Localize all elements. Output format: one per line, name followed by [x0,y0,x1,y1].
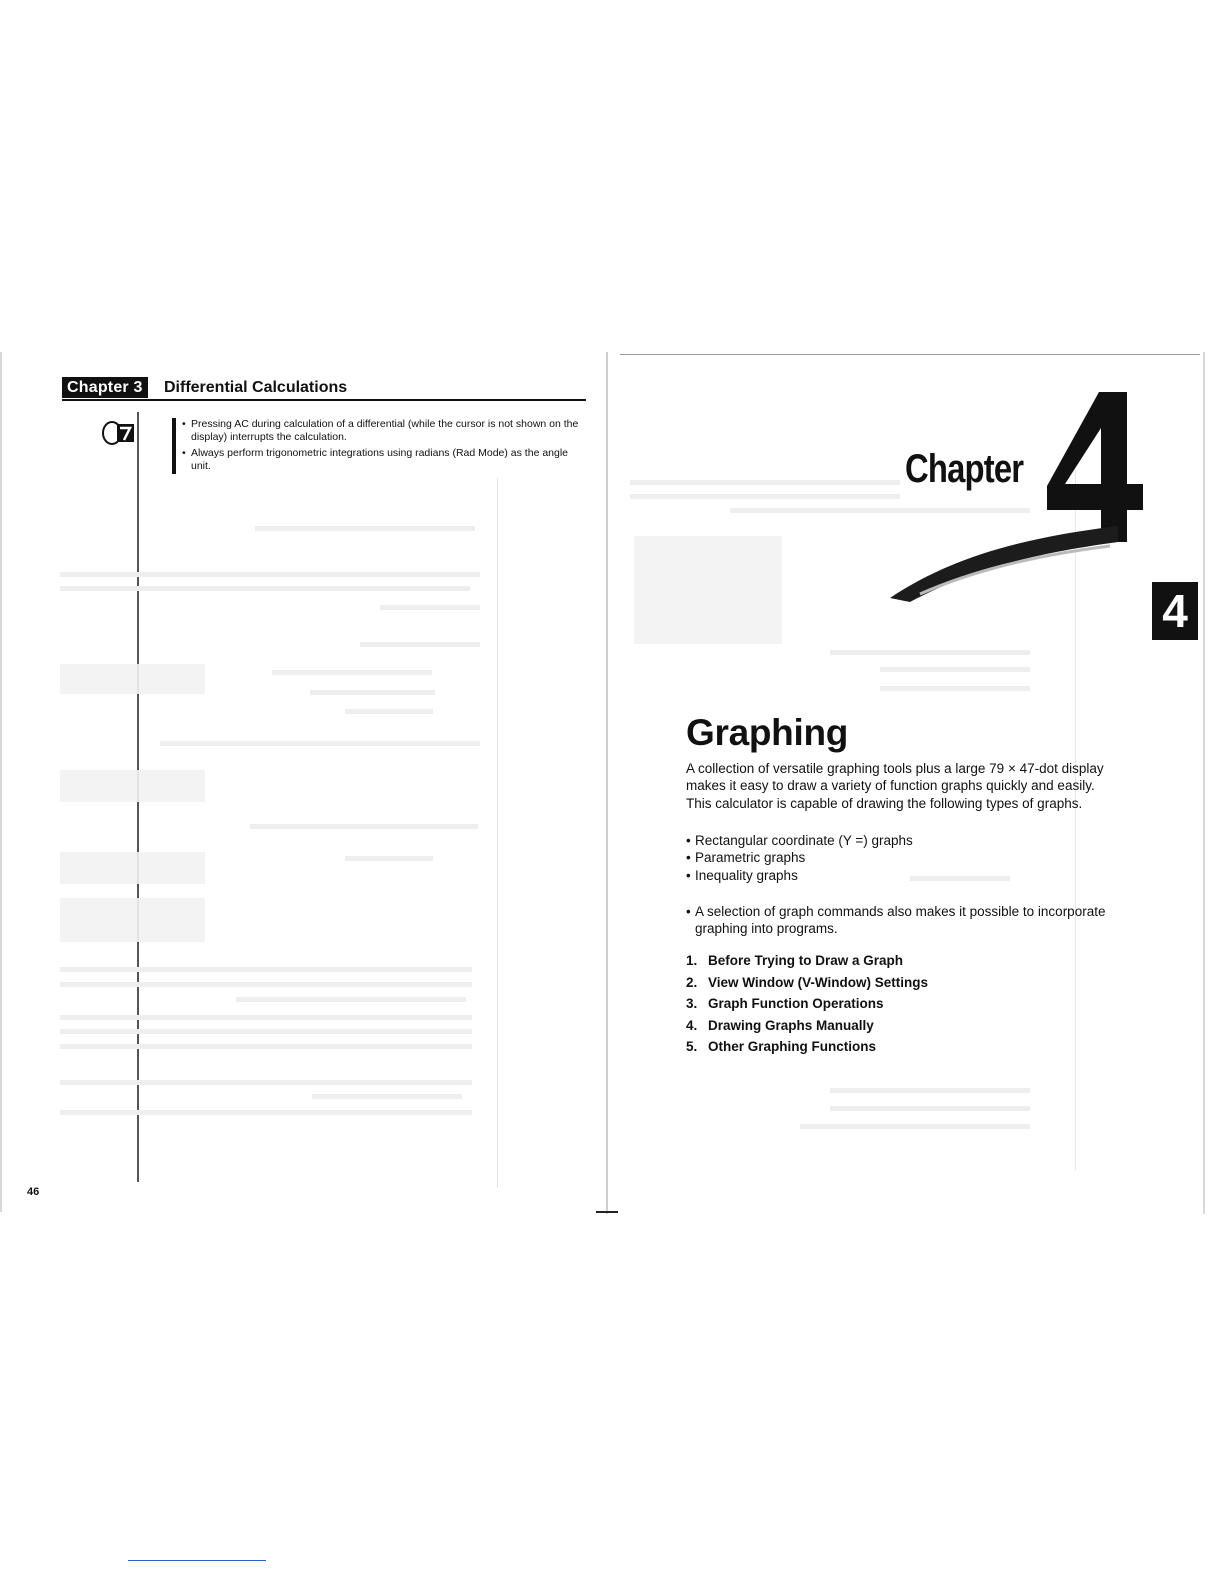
graph-types-list [686,832,1106,884]
show-through-text [60,1110,472,1115]
list-item: • Rectangular coordinate (Y =) graphs [686,832,1106,849]
show-through-keys [272,670,432,675]
toc-number: 5. [686,1039,698,1055]
footer-underline [128,1560,266,1561]
list-item: • A selection of graph commands also makes it possible to incorporate graphing into programs. [686,903,1106,938]
show-through-text [60,586,470,591]
page-number: 46 [27,1186,40,1198]
toc-label: Other Graphing Functions [708,1039,876,1055]
show-through-text [360,642,480,647]
show-through-text [236,997,466,1002]
show-through-keys [345,709,433,714]
toc-item[interactable] [686,972,928,994]
show-through-text [60,1015,472,1020]
show-through-text [250,824,478,829]
toc-number: 4. [686,1017,698,1033]
spine-bottom-mark [596,1211,618,1213]
show-through-text [60,1080,472,1085]
toc-number: 2. [686,974,698,990]
chapter-label: Chapter [905,447,1024,491]
show-through-screen [60,664,205,694]
show-through-text [630,480,900,485]
chapter-title: Differential Calculations [164,379,348,396]
show-through-text [60,1044,472,1049]
toc-label: Drawing Graphs Manually [708,1017,874,1033]
note-item: • Pressing AC during calculation of a differential (while the cursor is not shown on the display) interrupts the calculation. [182,418,590,443]
toc-item[interactable] [686,1036,928,1058]
toc-label: Graph Function Operations [708,996,884,1012]
show-through-text [60,967,472,972]
show-through-text [60,1029,472,1034]
toc-item[interactable] [686,1015,928,1037]
toc-item[interactable] [686,950,928,972]
show-through-text [830,1088,1030,1093]
show-through-keys [345,856,433,861]
extra-note [686,903,1106,938]
note-bar [172,418,176,474]
note-item: • Always perform trigonometric integrations using radians (Rad Mode) as the angle unit. [182,447,590,472]
book-spine [606,352,608,1214]
show-through-screen [60,898,205,942]
right-page-edge [1203,352,1205,1214]
note-icon [100,418,136,448]
show-through-screen [634,536,782,644]
show-through-text [160,741,480,746]
list-item: • Inequality graphs [686,867,1106,884]
toc-label: View Window (V-Window) Settings [708,974,929,990]
show-through-text [880,686,1030,691]
left-page-edge [0,352,2,1212]
top-rule [620,354,1200,355]
header-rule [62,399,586,401]
show-through-text [255,526,475,531]
notes-list [182,418,590,476]
show-through-text [830,1106,1030,1111]
toc-number: 3. [686,996,698,1012]
show-through-text [312,1094,462,1099]
show-through-text [380,605,480,610]
show-through-keys [310,690,435,695]
show-through-text [60,982,472,987]
toc-number: 1. [686,953,698,968]
swoosh-graphic [890,498,1120,608]
margin-rule-faint [497,478,498,1188]
show-through-text [800,1124,1030,1129]
show-through-text [880,667,1030,672]
show-through-text [60,572,480,577]
list-item: • Parametric graphs [686,849,1106,866]
show-through-text [630,494,900,499]
chapter-tag: Chapter 3 [62,377,148,398]
toc-item[interactable] [686,993,928,1015]
show-through-screen [60,852,205,884]
table-of-contents [686,950,928,1058]
toc-label: Before Trying to Draw a Graph [708,953,904,968]
show-through-text [830,650,1030,655]
page-title: Graphing [686,712,849,753]
intro-paragraph: A collection of versatile graphing tools plus a large 79 × 47-dot display makes it easy to draw a variety of function graphs quickly and easily. This calculator is capable of drawing the following types of graphs. [686,761,1104,811]
chapter-side-tab: 4 [1152,582,1198,640]
show-through-screen [60,770,205,802]
